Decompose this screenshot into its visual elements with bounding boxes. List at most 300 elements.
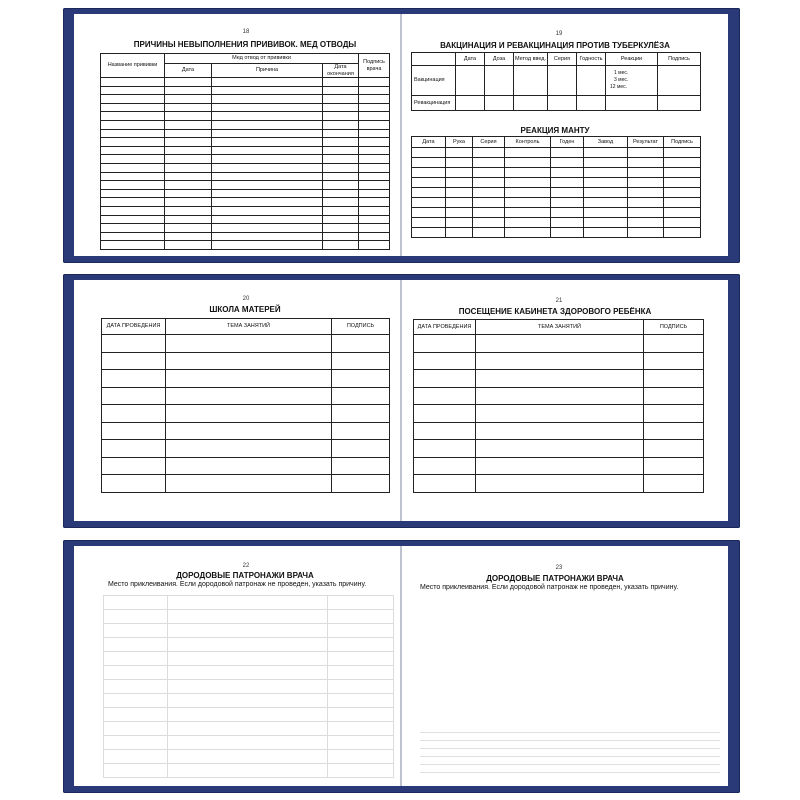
table-cell [166,370,332,388]
table-row [102,335,390,353]
table-cell [473,148,505,158]
table-cell [323,224,359,233]
table-cell [644,352,704,370]
table-cell [212,78,323,87]
table-cell [473,208,505,218]
table-cell [584,228,628,238]
mantoux-title: РЕАКЦИЯ МАНТУ [520,126,590,135]
table-cell [323,78,359,87]
table-cell [165,172,212,181]
table-cell [584,148,628,158]
table-cell [166,457,332,475]
table-cell [505,188,551,198]
table-cell [212,163,323,172]
table-cell [104,666,168,680]
reaction-3-month: 3 мес. [614,77,629,84]
page-number-21: 21 [555,298,563,304]
table-cell [551,158,584,168]
mantoux-header-series: Серия [473,137,505,148]
table-cell [412,188,446,198]
table-cell [628,198,664,208]
table-cell [166,405,332,423]
table-cell [212,215,323,224]
table-cell [101,86,165,95]
table-cell [165,163,212,172]
table-cell [332,352,390,370]
tb-header-reactions: Реакции [606,53,658,66]
table-cell [505,218,551,228]
table-cell [505,148,551,158]
mantoux-header-arm: Рука [446,137,473,148]
table-cell [328,680,394,694]
table-cell [323,103,359,112]
table-cell [473,158,505,168]
table-cell [166,387,332,405]
table-cell [505,228,551,238]
table-cell [412,178,446,188]
table-cell [476,405,644,423]
table-cell [165,86,212,95]
table-cell [505,198,551,208]
table-cell [359,198,390,207]
table-cell [168,764,328,778]
school-header-signature: ПОДПИСЬ [332,319,390,335]
page-title-19: ВАКЦИНАЦИЯ И РЕВАКЦИНАЦИЯ ПРОТИВ ТУБЕРКУЛЁЗА [440,41,670,50]
table-row [101,198,390,207]
header-exemption-group: Мед отвод от прививки [165,54,359,64]
table-cell [165,138,212,147]
table-row [412,148,701,158]
table-cell [628,168,664,178]
table-cell [101,138,165,147]
show-through-table [103,595,394,778]
page-number-20: 20 [242,296,250,302]
table-row [101,146,390,155]
table-cell [168,652,328,666]
table-cell [551,188,584,198]
table-cell [584,178,628,188]
table-cell [359,172,390,181]
table-cell [101,181,165,190]
table-cell [101,189,165,198]
table-cell [323,112,359,121]
table-cell [664,208,701,218]
table-cell [328,652,394,666]
table-cell [165,112,212,121]
table-row [102,457,390,475]
table-cell [359,103,390,112]
table-cell [359,241,390,250]
table-cell [446,148,473,158]
page-spine-3 [400,546,402,786]
table-cell [168,694,328,708]
table-cell [359,86,390,95]
table-cell [212,206,323,215]
table-cell [212,112,323,121]
table-cell [101,232,165,241]
table-row [412,178,701,188]
header-end-date: Дата окончания [323,64,359,78]
visits-header-signature: ПОДПИСЬ [644,320,704,335]
table-cell [101,155,165,164]
table-cell [165,78,212,87]
table-cell [323,120,359,129]
table-row [101,189,390,198]
table-cell [165,232,212,241]
table-cell [476,457,644,475]
table-cell [328,736,394,750]
table-row [101,138,390,147]
table-cell [505,208,551,218]
table-cell [473,168,505,178]
visits-header-topic: ТЕМА ЗАНЯТИЙ [476,320,644,335]
page-number-19: 19 [555,31,563,37]
table-row [102,370,390,388]
table-row [104,736,394,750]
table-cell [101,172,165,181]
tb-header-dose: Доза [485,53,514,66]
table-cell [446,168,473,178]
table-cell [359,224,390,233]
table-cell [165,146,212,155]
table-cell [414,352,476,370]
table-cell [414,440,476,458]
table-cell [323,163,359,172]
table-cell [323,172,359,181]
table-cell [168,680,328,694]
table-row [102,422,390,440]
table-row [414,440,704,458]
table-cell [212,103,323,112]
table-cell [359,163,390,172]
tb-header-date: Дата [456,53,485,66]
table-cell [102,475,166,493]
table-cell [165,198,212,207]
table-row [102,405,390,423]
table-row [412,188,701,198]
table-cell [165,103,212,112]
table-cell [644,387,704,405]
table-cell [446,208,473,218]
table-cell [212,189,323,198]
mantoux-header-factory: Завод [584,137,628,148]
table-cell [332,440,390,458]
table-cell [551,168,584,178]
table-row [101,78,390,87]
table-row [104,638,394,652]
mothers-school-table [101,318,390,493]
table-cell [414,475,476,493]
table-cell [212,241,323,250]
table-cell [644,440,704,458]
table-cell [101,215,165,224]
healthy-child-visits-table [413,319,704,493]
page-spine-1 [400,14,402,256]
table-cell [101,241,165,250]
table-cell [505,158,551,168]
page-number-18: 18 [242,29,250,35]
table-cell [166,335,332,353]
table-cell [101,163,165,172]
table-cell [104,736,168,750]
table-cell [101,146,165,155]
table-cell [323,198,359,207]
table-cell [102,352,166,370]
table-cell [166,352,332,370]
table-cell [664,168,701,178]
table-cell [664,228,701,238]
table-cell [446,178,473,188]
table-cell [551,218,584,228]
table-row [104,680,394,694]
table-row [101,86,390,95]
table-cell [476,422,644,440]
table-cell [165,206,212,215]
table-cell [104,610,168,624]
table-cell [102,440,166,458]
table-cell [102,387,166,405]
page-number-23: 23 [555,565,563,571]
page-title-20: ШКОЛА МАТЕРЕЙ [209,305,281,314]
table-cell [412,158,446,168]
table-cell [328,624,394,638]
table-cell [584,158,628,168]
table-row [104,750,394,764]
header-vaccine: Название прививки [101,54,165,78]
page-spine-2 [400,280,402,521]
table-row [414,405,704,423]
table-cell [101,78,165,87]
table-cell [446,198,473,208]
table-cell [101,224,165,233]
table-cell [323,181,359,190]
table-cell [323,215,359,224]
table-cell [446,218,473,228]
table-cell [628,178,664,188]
table-row [101,172,390,181]
table-cell [359,206,390,215]
table-row [414,457,704,475]
table-row [101,155,390,164]
table-cell [168,722,328,736]
table-cell [584,208,628,218]
table-cell [414,457,476,475]
table-row [414,335,704,353]
table-cell [212,86,323,95]
table-cell [446,188,473,198]
table-cell [476,387,644,405]
table-cell [212,138,323,147]
page-22-note: Место приклеивания. Если дородовой патронаж не проведен, указать причину. [108,581,367,588]
table-cell [505,168,551,178]
table-cell [104,624,168,638]
table-row [104,652,394,666]
table-row [101,95,390,104]
table-cell [102,370,166,388]
header-signature: Подпись врача [359,54,390,78]
table-cell [359,155,390,164]
table-cell [359,129,390,138]
table-cell [473,198,505,208]
table-cell [473,228,505,238]
tb-header-series: Серия [548,53,577,66]
table-cell [323,241,359,250]
mantoux-header-date: Дата [412,137,446,148]
table-cell [644,405,704,423]
table-cell [414,405,476,423]
table-row [104,708,394,722]
table-row [101,241,390,250]
table-cell [359,181,390,190]
table-cell [476,335,644,353]
table-cell [359,189,390,198]
table-row [101,163,390,172]
table-cell [644,422,704,440]
table-cell [323,95,359,104]
table-cell [212,198,323,207]
table-cell [446,158,473,168]
table-cell [628,148,664,158]
table-cell [212,181,323,190]
table-cell [101,120,165,129]
table-cell [212,146,323,155]
table-cell [323,86,359,95]
table-cell [323,206,359,215]
table-cell [359,112,390,121]
table-cell [212,224,323,233]
table-row [414,387,704,405]
table-cell [664,158,701,168]
table-cell [359,138,390,147]
table-cell [101,129,165,138]
table-cell [323,129,359,138]
table-cell [212,232,323,241]
table-cell [165,95,212,104]
table-cell [664,188,701,198]
table-cell [551,208,584,218]
table-row [101,215,390,224]
table-cell [584,198,628,208]
table-row [101,103,390,112]
table-cell [628,158,664,168]
table-row [102,352,390,370]
table-row [414,352,704,370]
table-cell [168,750,328,764]
table-cell [332,335,390,353]
table-cell [551,198,584,208]
table-row [412,228,701,238]
table-cell [168,708,328,722]
visits-header-date: ДАТА ПРОВЕДЕНИЯ [414,320,476,335]
reaction-12-month: 12 мес. [610,83,628,90]
mantoux-header-control: Контроль [505,137,551,148]
table-row [412,198,701,208]
header-reason: Причина [212,64,323,78]
table-cell [551,178,584,188]
table-row [102,440,390,458]
table-row [414,475,704,493]
table-row [104,764,394,778]
table-row [101,120,390,129]
table-cell [328,638,394,652]
table-row [104,694,394,708]
table-cell [551,228,584,238]
table-cell [412,168,446,178]
table-cell [212,172,323,181]
table-cell [359,120,390,129]
table-cell [102,335,166,353]
table-cell [101,112,165,121]
table-cell [328,610,394,624]
table-cell [584,188,628,198]
table-cell [101,95,165,104]
table-row [412,208,701,218]
table-cell [644,335,704,353]
table-row [104,596,394,610]
tb-header-blank [412,53,456,66]
table-cell [165,189,212,198]
table-row [101,129,390,138]
table-cell [359,95,390,104]
table-cell [584,168,628,178]
table-row [101,206,390,215]
table-cell [664,218,701,228]
page-title-22: ДОРОДОВЫЕ ПАТРОНАЖИ ВРАЧА [176,571,314,580]
table-row [414,370,704,388]
table-cell [359,78,390,87]
page-23-note: Место приклеивания. Если дородовой патронаж не проведен, указать причину. [420,584,679,591]
table-cell [165,120,212,129]
table-row [102,387,390,405]
table-cell [412,148,446,158]
table-cell [323,232,359,241]
table-cell [323,138,359,147]
table-cell [332,457,390,475]
table-cell [473,188,505,198]
mantoux-header-result: Результат [628,137,664,148]
table-cell [212,129,323,138]
school-header-date: ДАТА ПРОВЕДЕНИЯ [102,319,166,335]
tb-header-validity: Годность [577,53,606,66]
show-through-text [420,725,720,775]
mantoux-header-valid: Годен [551,137,584,148]
table-cell [168,666,328,680]
table-cell [168,624,328,638]
table-row [104,624,394,638]
tb-header-signature: Подпись [658,53,701,66]
table-cell [328,750,394,764]
table-cell [101,206,165,215]
page-title-21: ПОСЕЩЕНИЕ КАБИНЕТА ЗДОРОВОГО РЕБЁНКА [458,307,652,316]
table-cell [412,228,446,238]
table-cell [104,708,168,722]
table-cell [104,596,168,610]
table-cell [165,215,212,224]
table-cell [168,736,328,750]
table-cell [332,475,390,493]
table-cell [328,708,394,722]
table-cell [166,475,332,493]
table-row [104,610,394,624]
table-cell [168,596,328,610]
table-cell [168,610,328,624]
table-cell [412,198,446,208]
table-cell [101,103,165,112]
table-cell [628,228,664,238]
table-cell [414,422,476,440]
table-cell [414,387,476,405]
table-cell [664,198,701,208]
